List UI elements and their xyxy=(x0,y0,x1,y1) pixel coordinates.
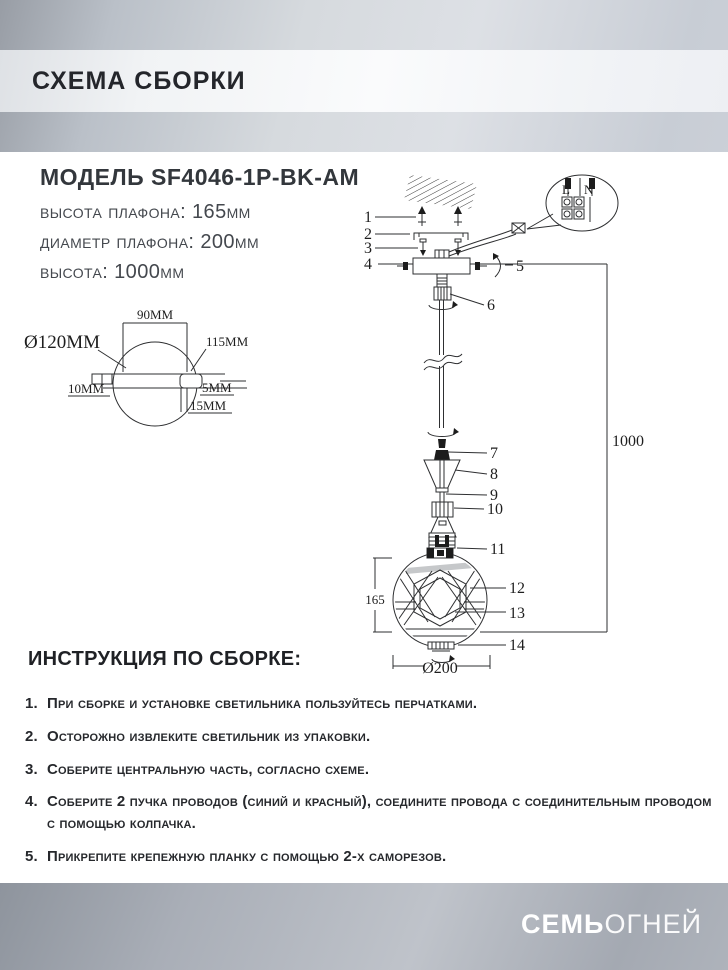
dim-shade-diameter: Ø200 xyxy=(422,660,458,677)
terminal-block-detail xyxy=(527,175,618,231)
item-text: Осторожно извлеките светильник из упаковки. xyxy=(47,727,371,745)
part-label-2: 2 xyxy=(364,226,372,243)
part-label-13: 13 xyxy=(509,605,525,622)
assembly-instructions xyxy=(25,648,720,911)
part-label-11: 11 xyxy=(490,541,506,558)
stem xyxy=(436,488,448,502)
part-label-9: 9 xyxy=(490,487,498,504)
strap-right-end xyxy=(180,374,202,388)
rotate-arrow-5 xyxy=(495,255,501,277)
content-area xyxy=(0,152,728,883)
dim-hole-spacing: 90MM xyxy=(136,307,174,322)
ceiling-canopy xyxy=(413,258,470,274)
dim-shade-height: 165 xyxy=(365,592,385,607)
part-label-5: 5 xyxy=(516,258,524,275)
instruction-item xyxy=(25,759,720,781)
item-number: 5. xyxy=(25,847,38,865)
part-label-14: 14 xyxy=(509,637,525,654)
brand-bold: СЕМЬ xyxy=(521,909,605,939)
suspension-rod xyxy=(424,300,462,428)
spec-shade-height: высота плафона: 165мм xyxy=(40,201,251,223)
item-number: 2. xyxy=(25,727,38,745)
spec-overall-height: высота: 1000мм xyxy=(40,261,185,283)
spec-shade-diameter: диаметр плафона: 200мм xyxy=(40,231,260,253)
footer-band xyxy=(0,883,728,970)
instructions-list xyxy=(25,693,720,900)
part-label-4: 4 xyxy=(364,256,372,273)
part-label-10: 10 xyxy=(487,501,503,518)
item-text: Соберите центральную часть, согласно схеме. xyxy=(47,760,370,778)
dim-plate-diameter: Ø120MM xyxy=(24,332,101,353)
coupler xyxy=(432,502,453,517)
part-label-7: 7 xyxy=(490,445,498,462)
item-text: Соберите 2 пучка проводов (синий и красный), соедините провода с соединительным проводом с помощью колпачка. xyxy=(47,793,712,832)
model-number: МОДЕЛЬ SF4046-1P-BK-AM xyxy=(40,164,360,190)
instructions-heading: ИНСТРУКЦИЯ ПО СБОРКЕ: xyxy=(28,648,302,670)
item-number: 3. xyxy=(25,760,38,778)
terminal-neutral-label: N xyxy=(584,182,594,197)
lamp-socket xyxy=(429,533,455,548)
cord-grip xyxy=(428,428,459,460)
globe-shade xyxy=(393,548,487,647)
ceiling-hatch xyxy=(404,175,477,209)
item-text: При сборке и установке светильника пользуйтесь перчатками. xyxy=(47,695,478,712)
instruction-item xyxy=(25,693,720,715)
instruction-item xyxy=(25,726,720,748)
dim-overall-height: 1000 xyxy=(612,433,644,450)
item-number: 4. xyxy=(25,793,38,811)
instruction-item xyxy=(25,846,720,868)
part-label-12: 12 xyxy=(509,580,525,597)
terminal-live-label: L xyxy=(562,182,570,197)
anchor-screws xyxy=(418,206,462,226)
dim-strap-length: 115MM xyxy=(206,334,249,349)
part-label-1: 1 xyxy=(364,209,372,226)
dim-gap-right: 5MM xyxy=(202,380,232,395)
assembly-drawing xyxy=(340,152,728,682)
supply-wire xyxy=(435,223,525,258)
cone-holder xyxy=(424,460,460,492)
brand-logo xyxy=(521,909,702,940)
item-text: Прикрепите крепежную планку с помощью 2-х саморезов. xyxy=(47,847,447,865)
page-title: СХЕМА СБОРКИ xyxy=(32,66,246,95)
part-label-3: 3 xyxy=(364,240,372,257)
ceiling-plate-detail-drawing xyxy=(10,298,270,438)
title-band xyxy=(0,50,728,112)
dim-drop-right: 15MM xyxy=(190,398,227,413)
item-number: 1. xyxy=(25,695,38,712)
part-label-6: 6 xyxy=(487,297,495,314)
part-label-8: 8 xyxy=(490,466,498,483)
product-specs xyxy=(40,164,359,291)
instruction-item xyxy=(25,791,720,835)
dim-tab-left: 10MM xyxy=(68,381,105,396)
brand-light: ОГНЕЙ xyxy=(604,909,702,939)
